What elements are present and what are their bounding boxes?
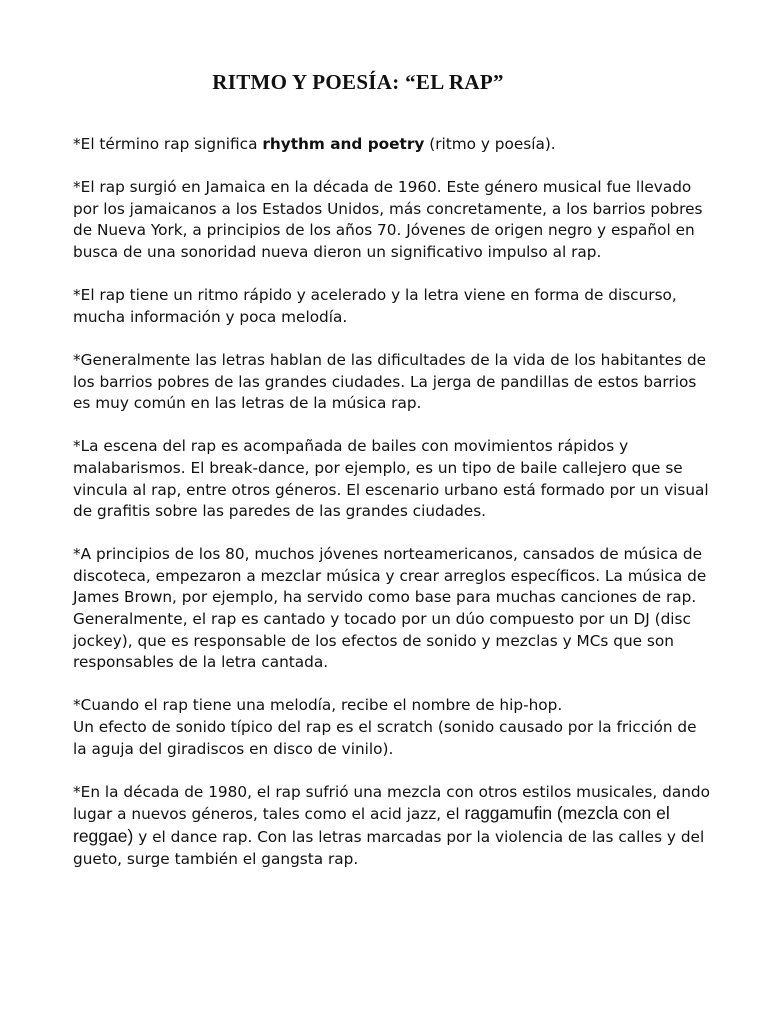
raggamufin-text: raggamufin (mezcla con el reggae): [73, 803, 670, 846]
paragraph-rap-genres: [73, 782, 713, 870]
paragraph-rap-rhythm: *El rap tiene un ritmo rápido y acelerado y la letra viene en forma de discurso, mucha información y poca melodía.: [73, 286, 677, 326]
paragraph-rap-origin: *El rap surgió en Jamaica en la década de 1960. Este género musical fue llevado por los jamaicanos a los Estados Unidos, más concretamente, a los barrios pobres de Nueva York, a principios de los años 70. Jóvenes de origen negro y español en busca de una sonoridad nueva dieron un significativo impulso al rap.: [73, 178, 703, 261]
paragraph-rap-genres-text-start: *En la década de 1980, el rap sufrió una mezcla con otros estilos musicales, dando lugar a nuevos géneros, tales como el acid jazz, el: [73, 782, 710, 824]
paragraph-hip-hop: *Cuando el rap tiene una melodía, recibe el nombre de hip-hop.: [73, 696, 563, 715]
paragraph-rap-eighties: *A principios de los 80, muchos jóvenes norteamericanos, cansados de música de discoteca, empezaron a mezclar música y crear arreglos específicos. La música de James Brown, por ejemplo, ha servido como base para muchas canciones de rap. Generalmente, el rap es cantado y tocado por un dúo compuesto por un DJ (disc jockey), que es responsable de los efectos de sonido y mezclas y MCs que son responsables de la letra cantada.: [73, 545, 707, 672]
document-body: [73, 134, 713, 892]
paragraph-rap-meaning-text-start: *El término rap significa: [73, 135, 263, 153]
rhythm-and-poetry-bold-text: rhythm and poetry: [262, 135, 425, 153]
document-title: RITMO Y POESÍA: “EL RAP”: [212, 70, 504, 94]
paragraph-rap-scene: *La escena del rap es acompañada de bailes con movimientos rápidos y malabarismos. El break-dance, por ejemplo, es un tipo de baile callejero que se vincula al rap, entre otros géneros. El escenario urbano está formado por un visual de grafitis sobre las paredes de las grandes ciudades.: [73, 437, 709, 521]
paragraph-rap-meaning-text-end: (ritmo y poesía).: [424, 135, 556, 153]
paragraph-scratch: Un efecto de sonido típico del rap es el scratch (sonido causado por la fricción de la aguja del giradiscos en disco de vinilo).: [73, 718, 697, 758]
paragraph-rap-meaning: [73, 134, 713, 156]
paragraph-rap-lyrics: *Generalmente las letras hablan de las dificultades de la vida de los habitantes de los barrios pobres de las grandes ciudades. La jerga de pandillas de estos barrios es muy común en las letras de la música rap.: [73, 350, 707, 413]
paragraph-rap-genres-text-end: y el dance rap. Con las letras marcadas por la violencia de las calles y del gueto, surge también el gangsta rap.: [73, 828, 705, 868]
